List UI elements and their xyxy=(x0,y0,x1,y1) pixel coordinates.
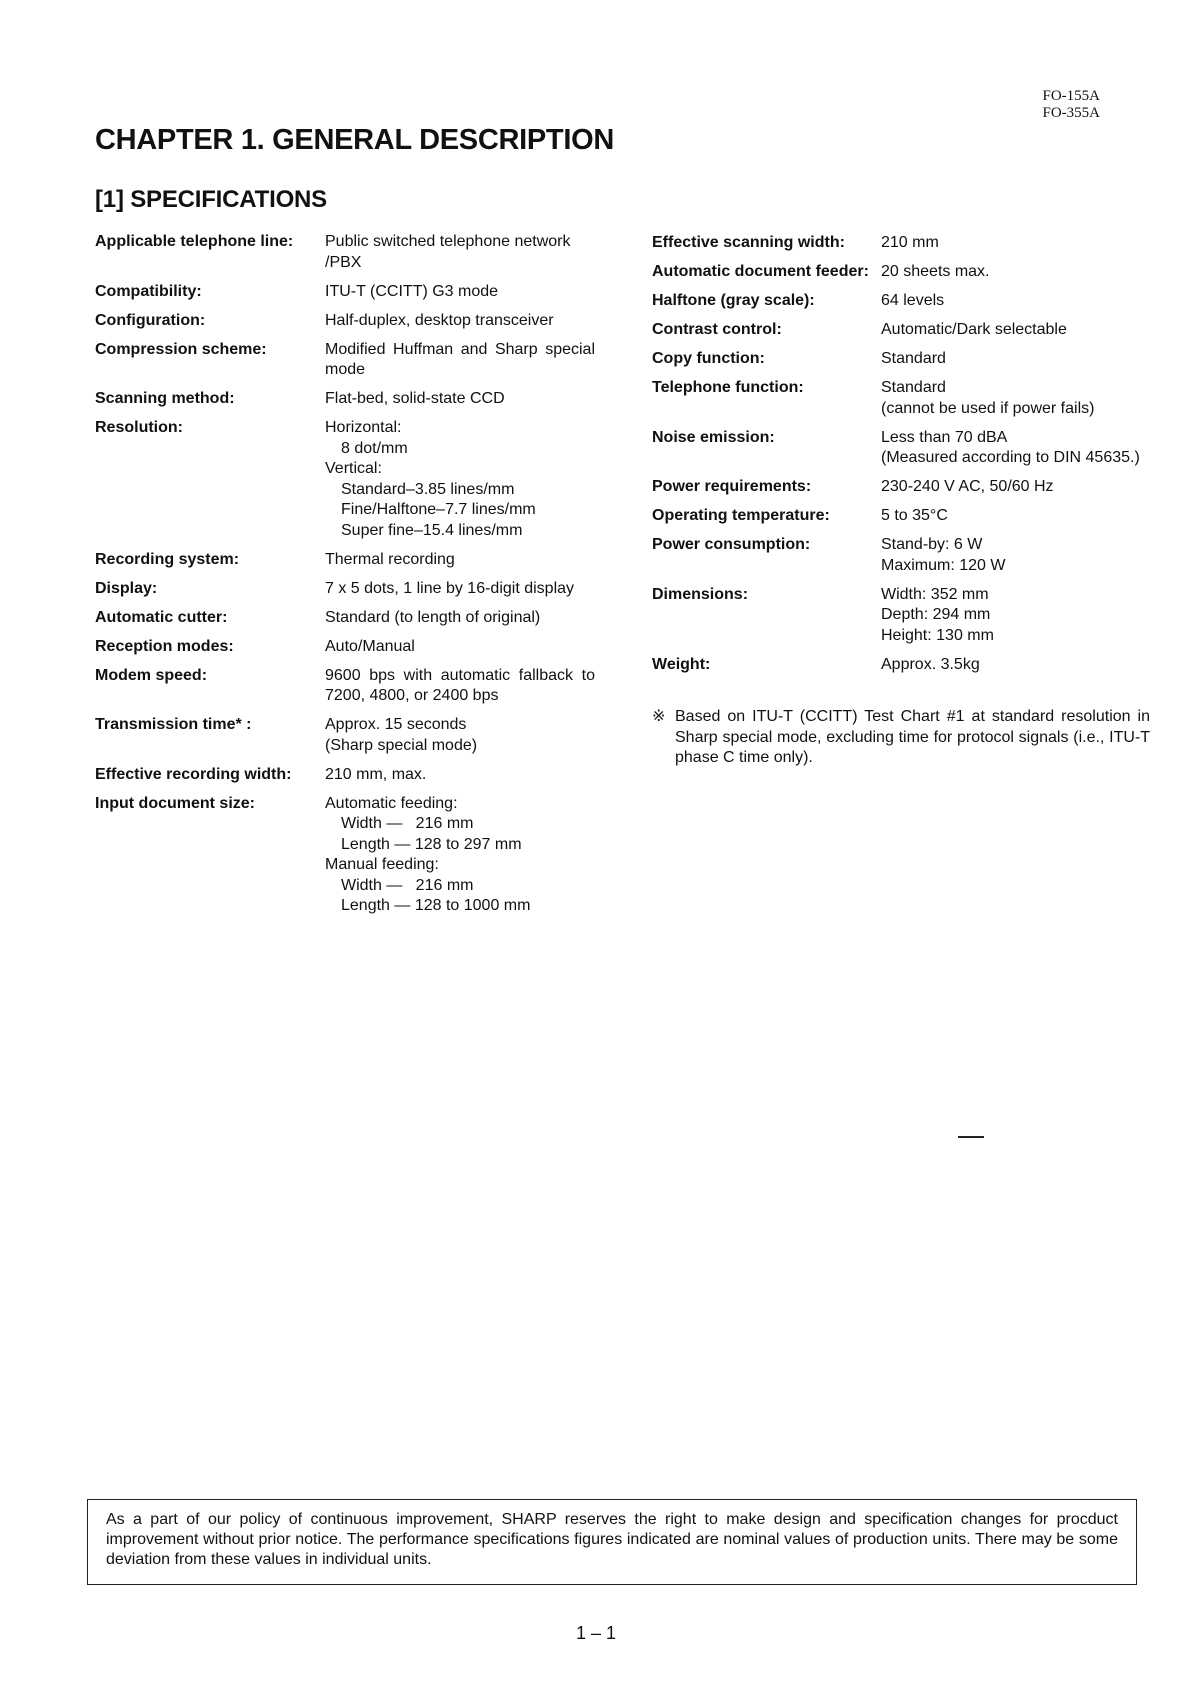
spec-value xyxy=(881,291,1172,312)
spec-value-line: (Measured according to DIN 45635.) xyxy=(881,449,1140,466)
spec-value-line: Automatic/Dark selectable xyxy=(881,321,1067,338)
spec-value-line: Approx. 15 seconds xyxy=(325,716,467,733)
spec-row xyxy=(95,637,615,658)
improvement-notice xyxy=(87,1499,1137,1585)
spec-value xyxy=(881,535,1172,576)
spec-value-line: Fine/Halftone–7.7 lines/mm xyxy=(341,501,536,518)
spec-label: Operating temperature: xyxy=(652,507,830,524)
spec-value-line: Standard xyxy=(881,350,946,367)
spec-value xyxy=(881,655,1172,676)
spec-value-line: Vertical: xyxy=(325,460,382,477)
spec-row xyxy=(652,233,1172,254)
spec-label: Copy function: xyxy=(652,350,765,367)
spec-row xyxy=(95,389,615,410)
spec-value xyxy=(881,585,1172,647)
spec-value-line: 20 sheets max. xyxy=(881,263,990,280)
spec-row xyxy=(652,262,1172,283)
spec-row xyxy=(652,477,1172,498)
spec-label: Resolution: xyxy=(95,419,183,436)
spec-value-line: Modified Huffman and Sharp special mode xyxy=(325,340,595,378)
spec-row xyxy=(95,715,615,756)
spec-value-line: 9600 bps with automatic fallback to 7200, 4800, or 2400 bps xyxy=(325,666,595,704)
spec-row xyxy=(95,765,615,786)
footnote-mark: ※ xyxy=(652,708,666,725)
model-line-1: FO-155A xyxy=(1042,88,1100,104)
spec-list-left xyxy=(95,232,615,925)
spec-label: Noise emission: xyxy=(652,428,775,446)
spec-label: Telephone function: xyxy=(652,379,804,396)
spec-label: Compression scheme: xyxy=(95,340,267,358)
model-number xyxy=(1042,88,1100,122)
spec-value-line: Width — 216 mm xyxy=(341,815,474,832)
model-line-2: FO-355A xyxy=(1042,105,1100,121)
footnote xyxy=(652,707,1150,769)
spec-value-line: Manual feeding: xyxy=(325,856,439,873)
spec-row xyxy=(652,428,1172,469)
spec-value xyxy=(881,378,1172,419)
spec-label: Configuration: xyxy=(95,311,206,329)
spec-value-line: Horizontal: xyxy=(325,419,402,436)
spec-value-line: Less than 70 dBA xyxy=(881,428,1008,446)
spec-label: Modem speed: xyxy=(95,666,208,684)
spec-value xyxy=(325,715,595,756)
spec-row xyxy=(95,282,615,303)
spec-row xyxy=(95,418,615,541)
spec-row xyxy=(652,349,1172,370)
spec-value-line: 8 dot/mm xyxy=(341,439,408,457)
spec-row xyxy=(95,232,615,273)
spec-value-line: Length — 128 to 297 mm xyxy=(341,835,522,853)
spec-row xyxy=(652,378,1172,419)
section-title: [1] SPECIFICATIONS xyxy=(95,186,327,213)
spec-value-line: (Sharp special mode) xyxy=(325,736,478,754)
spec-label: Recording system: xyxy=(95,550,240,568)
spec-label: Scanning method: xyxy=(95,390,235,407)
spec-value-line: Stand-by: 6 W xyxy=(881,536,983,553)
spec-value-line: Approx. 3.5kg xyxy=(881,655,980,673)
spec-label: Applicable telephone line: xyxy=(95,233,294,250)
spec-label: Halftone (gray scale): xyxy=(652,292,815,309)
spec-value xyxy=(881,477,1172,498)
stray-dash-mark xyxy=(958,1136,984,1138)
spec-value-line: Half-duplex, desktop transceiver xyxy=(325,311,554,329)
spec-row xyxy=(652,655,1172,676)
spec-value xyxy=(325,418,595,541)
spec-value-line: Standard–3.85 lines/mm xyxy=(341,480,515,498)
spec-value xyxy=(325,340,595,381)
spec-value-line: Flat-bed, solid-state CCD xyxy=(325,390,505,407)
spec-value xyxy=(325,579,595,600)
spec-row xyxy=(652,291,1172,312)
spec-value-line: 7 x 5 dots, 1 line by 16-digit display xyxy=(325,579,575,597)
spec-row xyxy=(95,666,615,707)
spec-value-line: Standard (to length of original) xyxy=(325,608,541,626)
page-number: 1 – 1 xyxy=(575,1623,617,1643)
spec-value xyxy=(325,311,595,332)
spec-value-line: ITU-T (CCITT) G3 mode xyxy=(325,282,499,300)
spec-value xyxy=(881,262,1172,283)
spec-value-line: Standard xyxy=(881,379,946,396)
spec-value xyxy=(325,765,595,786)
spec-value-line: 64 levels xyxy=(881,292,945,309)
spec-row xyxy=(652,585,1172,647)
spec-value-line: 230-240 V AC, 50/60 Hz xyxy=(881,478,1054,495)
spec-label: Dimensions: xyxy=(652,585,749,603)
spec-label: Reception modes: xyxy=(95,637,234,655)
spec-value-line: Automatic feeding: xyxy=(325,794,458,812)
spec-value-line: 210 mm xyxy=(881,234,939,251)
notice-text: As a part of our policy of continuous improvement, SHARP reserves the right to make design and specification changes for procduct improvement without prior notice. The performance specifications figures indicated are nominal values of production units. There may be some deviation from these values in individual units. xyxy=(106,1511,1118,1568)
spec-value xyxy=(325,282,595,303)
spec-value xyxy=(325,794,595,917)
spec-value xyxy=(881,506,1172,527)
spec-row xyxy=(95,550,615,571)
spec-value-line: Super fine–15.4 lines/mm xyxy=(341,521,523,539)
spec-value xyxy=(325,666,595,707)
footnote-text: Based on ITU-T (CCITT) Test Chart #1 at standard resolution in Sharp special mode, excluding time for protocol signals (i.e., ITU-T phase C time only). xyxy=(675,708,1150,766)
spec-row xyxy=(652,320,1172,341)
spec-label: Effective scanning width: xyxy=(652,234,845,251)
spec-row xyxy=(95,579,615,600)
spec-row xyxy=(652,506,1172,527)
spec-list-right xyxy=(652,233,1172,684)
spec-value-line: Auto/Manual xyxy=(325,637,415,655)
spec-value xyxy=(325,608,595,629)
spec-label: Compatibility: xyxy=(95,282,202,300)
spec-value-line: (cannot be used if power fails) xyxy=(881,399,1095,417)
spec-row xyxy=(95,794,615,917)
spec-value xyxy=(325,232,595,273)
spec-value xyxy=(881,428,1172,469)
spec-value-line: Public switched telephone network xyxy=(325,233,571,250)
spec-value-line: Width: 352 mm xyxy=(881,585,989,603)
spec-row xyxy=(95,608,615,629)
spec-label: Automatic cutter: xyxy=(95,608,228,626)
spec-value-line: /PBX xyxy=(325,253,362,271)
spec-value xyxy=(325,637,595,658)
spec-row xyxy=(95,311,615,332)
spec-label: Power requirements: xyxy=(652,478,812,495)
spec-label: Display: xyxy=(95,579,158,597)
spec-label: Input document size: xyxy=(95,794,255,812)
spec-value-line: Depth: 294 mm xyxy=(881,606,991,623)
spec-value-line: Width — 216 mm xyxy=(341,876,474,894)
spec-value-line: Length — 128 to 1000 mm xyxy=(341,897,531,914)
spec-label: Effective recording width: xyxy=(95,765,292,783)
spec-value-line: 210 mm, max. xyxy=(325,765,427,783)
spec-label: Contrast control: xyxy=(652,321,782,338)
spec-label: Automatic document feeder: xyxy=(652,263,869,280)
spec-value-line: Height: 130 mm xyxy=(881,626,994,644)
spec-label: Power consumption: xyxy=(652,536,811,553)
spec-value xyxy=(881,233,1172,254)
spec-label: Transmission time* : xyxy=(95,716,252,733)
spec-value xyxy=(881,320,1172,341)
spec-value xyxy=(881,349,1172,370)
chapter-title: CHAPTER 1. GENERAL DESCRIPTION xyxy=(95,124,614,156)
spec-row xyxy=(95,340,615,381)
spec-row xyxy=(652,535,1172,576)
spec-value-line: Maximum: 120 W xyxy=(881,556,1006,574)
spec-value-line: 5 to 35°C xyxy=(881,507,948,524)
spec-value xyxy=(325,389,595,410)
spec-value-line: Thermal recording xyxy=(325,550,455,568)
spec-label: Weight: xyxy=(652,655,711,673)
spec-value xyxy=(325,550,595,571)
